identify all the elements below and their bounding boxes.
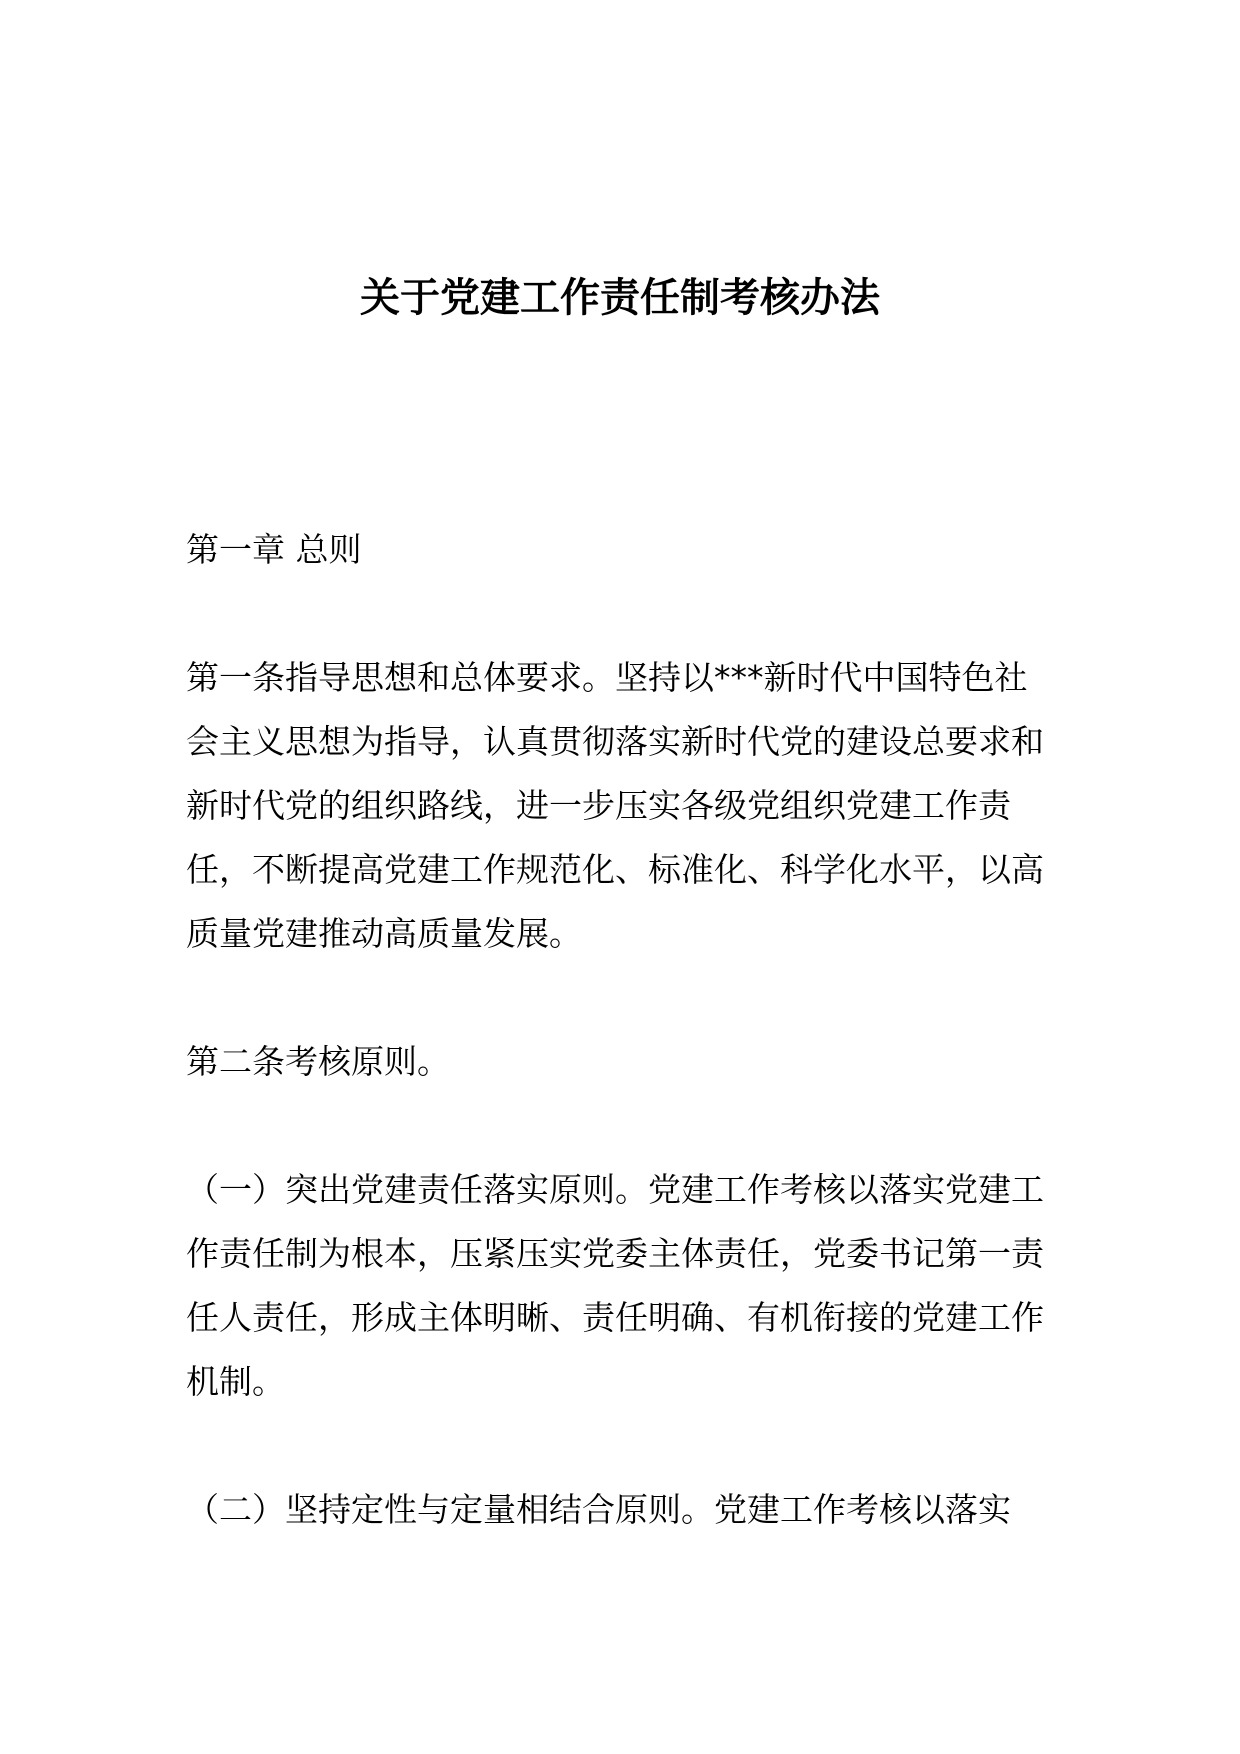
chapter-heading: 第一章 总则 xyxy=(186,530,362,569)
article-2-paragraph: 第二条考核原则。 xyxy=(186,1042,450,1081)
principle-item-1: （一）突出党建责任落实原则。党建工作考核以落实党建工作责任制为根本，压紧压实党委主体责任，党委书记第一责任人责任，形成主体明晰、责任明确、有机衔接的党建工作机制。 xyxy=(186,1170,1044,1401)
article-1-paragraph: 第一条指导思想和总体要求。坚持以***新时代中国特色社会主义思想为指导，认真贯彻落实新时代党的建设总要求和新时代党的组织路线，进一步压实各级党组织党建工作责任，不断提高党建工作规范化、标准化、科学化水平，以高质量党建推动高质量发展。 xyxy=(186,658,1044,953)
document-title: 关于党建工作责任制考核办法 xyxy=(360,275,880,321)
principle-item-2: （二）坚持定性与定量相结合原则。党建工作考核以落实 xyxy=(186,1490,1011,1529)
